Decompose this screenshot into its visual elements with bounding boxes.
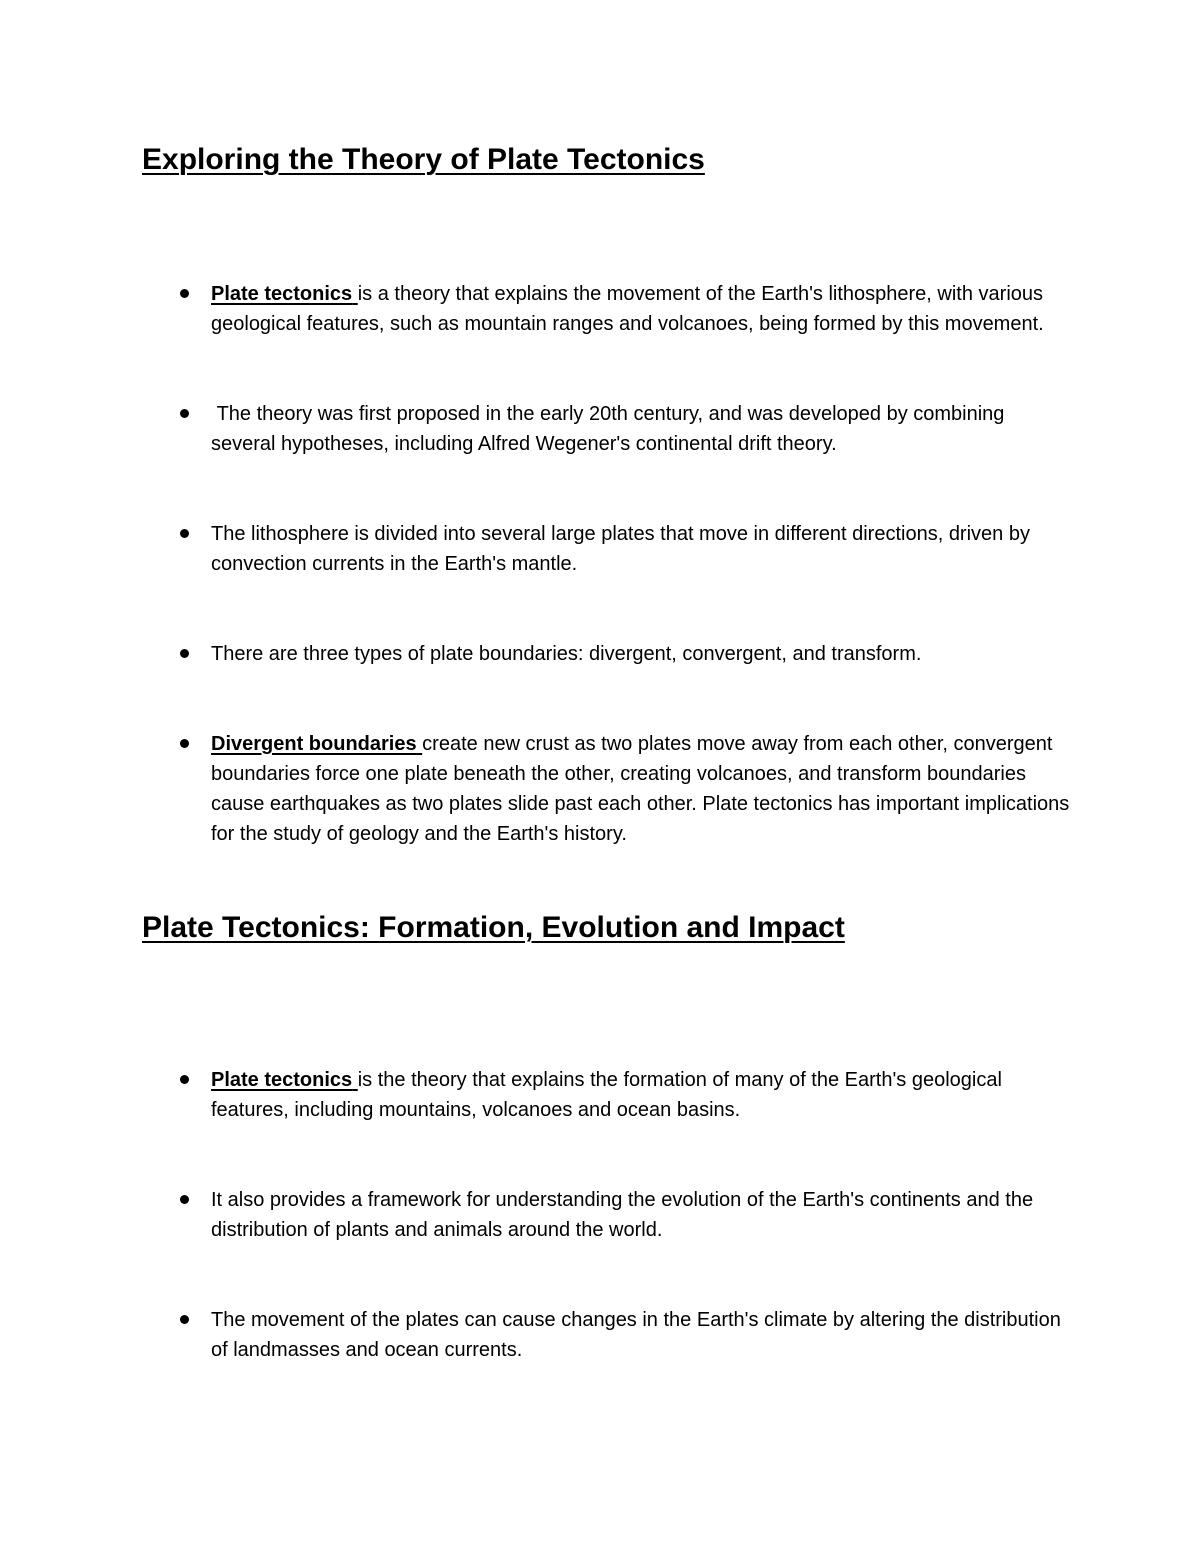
bullet-icon (180, 649, 189, 658)
item-text: The lithosphere is divided into several large plates that move in different directions, driven by convection currents in the Earth's mantle. (211, 523, 1030, 575)
list-item (0, 399, 1200, 459)
bullet-icon (180, 289, 189, 298)
key-term: Divergent boundaries (211, 733, 417, 755)
list-item (0, 1065, 1200, 1125)
list-item (0, 1185, 1200, 1245)
item-text: There are three types of plate boundaries: divergent, convergent, and transform. (211, 643, 922, 665)
item-text: is the theory that explains the formation of many of the Earth's geological features, including mountains, volcanoes and ocean basins. (211, 1069, 1002, 1121)
section-1-list (0, 279, 1200, 849)
item-text: is a theory that explains the movement of the Earth's lithosphere, with various geological features, such as mountain ranges and volcanoes, being formed by this movement. (211, 283, 1044, 335)
list-item (0, 279, 1200, 339)
section-title-1: Exploring the Theory of Plate Tectonics (142, 143, 705, 176)
list-item (0, 519, 1200, 579)
bullet-icon (180, 1195, 189, 1204)
key-term: Plate tectonics (211, 1069, 353, 1091)
bullet-icon (180, 409, 189, 418)
list-item (0, 1305, 1200, 1365)
bullet-icon (180, 1315, 189, 1324)
item-text: It also provides a framework for understanding the evolution of the Earth's continents and the distribution of plants and animals around the world. (211, 1189, 1034, 1241)
list-item (0, 729, 1200, 849)
section-title-2: Plate Tectonics: Formation, Evolution and Impact (142, 911, 845, 944)
item-text: The movement of the plates can cause changes in the Earth's climate by altering the distribution of landmasses and ocean currents. (211, 1309, 1061, 1361)
item-text: The theory was first proposed in the early 20th century, and was developed by combining several hypotheses, including Alfred Wegener's continental drift theory. (211, 403, 1010, 455)
key-term: Plate tectonics (211, 283, 353, 305)
bullet-icon (180, 1075, 189, 1084)
item-text: create new crust as two plates move away from each other, convergent boundaries force one plate beneath the other, creating volcanoes, and transform boundaries cause earthquakes as two plates slide past each other. Plate tectonics has important implications for the study of geology and the Earth's history. (211, 733, 1070, 845)
bullet-icon (180, 529, 189, 538)
section-2-list (0, 1065, 1200, 1365)
bullet-icon (180, 739, 189, 748)
list-item (0, 639, 1200, 669)
